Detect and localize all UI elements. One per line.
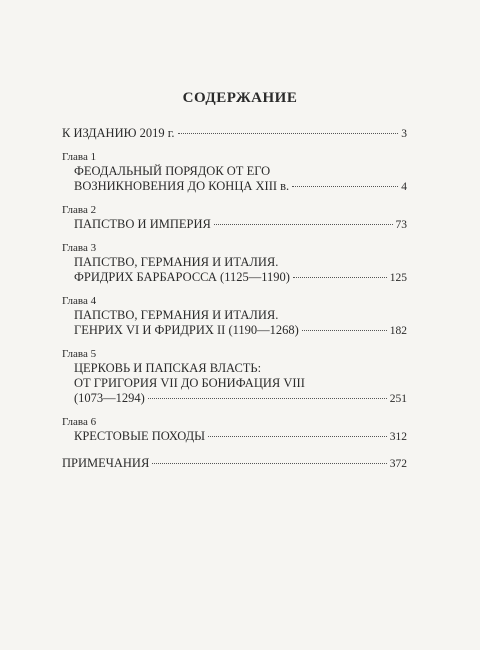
toc-entry-text: ПРИМЕЧАНИЯ (62, 456, 150, 470)
dot-leader (292, 186, 398, 187)
page-number: 372 (389, 458, 407, 470)
chapter-title-line: ФЕОДАЛЬНЫЙ ПОРЯДОК ОТ ЕГО (74, 164, 271, 178)
table-of-contents (62, 118, 407, 472)
toc-line (62, 270, 407, 286)
page-title: СОДЕРЖАНИЕ (182, 90, 298, 106)
chapter-title-line: ПАПСТВО И ИМПЕРИЯ (74, 217, 211, 231)
toc-line (62, 179, 407, 195)
dot-leader (293, 277, 387, 278)
chapter-title-line: ВОЗНИКНОВЕНИЯ ДО КОНЦА XIII в. (74, 179, 290, 193)
dot-leader (208, 436, 387, 437)
chapter-label: Глава 6 (62, 416, 97, 428)
page-number: 3 (401, 128, 407, 140)
toc-entry-text: К ИЗДАНИЮ 2019 г. (62, 126, 175, 140)
page-number: 312 (389, 431, 407, 443)
toc-entry-notes (62, 456, 407, 472)
chapter-label: Глава 3 (62, 242, 97, 254)
dot-leader (148, 398, 387, 399)
chapter-title-line: ФРИДРИХ БАРБАРОССА (1125—1190) (74, 270, 290, 284)
chapter-label: Глава 1 (62, 151, 97, 163)
page-number: 251 (389, 393, 407, 405)
chapter-label: Глава 5 (62, 348, 97, 360)
dot-leader (178, 133, 399, 134)
page-number: 125 (389, 272, 407, 284)
toc-entry-chapter-3 (62, 242, 407, 286)
toc-line (62, 323, 407, 339)
toc-entry-chapter-2 (62, 204, 407, 233)
toc-line (62, 456, 407, 472)
toc-line (62, 429, 407, 445)
chapter-title-line: ПАПСТВО, ГЕРМАНИЯ И ИТАЛИЯ. (74, 308, 279, 322)
chapter-title-line: ГЕНРИХ VI И ФРИДРИХ II (1190—1268) (74, 323, 299, 337)
chapter-title-line: ПАПСТВО, ГЕРМАНИЯ И ИТАЛИЯ. (74, 255, 279, 269)
toc-entry-chapter-1 (62, 151, 407, 195)
toc-line (62, 391, 407, 407)
toc-line (62, 217, 407, 233)
toc-entry-intro (62, 126, 407, 142)
chapter-title-line: (1073—1294) (74, 391, 145, 405)
page-number: 4 (401, 181, 407, 193)
page-number: 182 (389, 325, 407, 337)
toc-entry-chapter-6 (62, 416, 407, 445)
page-number: 73 (395, 219, 407, 231)
toc-entry-chapter-5 (62, 348, 407, 407)
dot-leader (152, 463, 386, 464)
dot-leader (214, 224, 393, 225)
chapter-title-line: ОТ ГРИГОРИЯ VII ДО БОНИФАЦИЯ VIII (74, 376, 305, 390)
toc-line (62, 126, 407, 142)
chapter-label: Глава 2 (62, 204, 97, 216)
chapter-title-line: КРЕСТОВЫЕ ПОХОДЫ (74, 429, 206, 443)
dot-leader (302, 330, 387, 331)
chapter-label: Глава 4 (62, 295, 97, 307)
chapter-title-line: ЦЕРКОВЬ И ПАПСКАЯ ВЛАСТЬ: (74, 361, 262, 375)
toc-entry-chapter-4 (62, 295, 407, 339)
